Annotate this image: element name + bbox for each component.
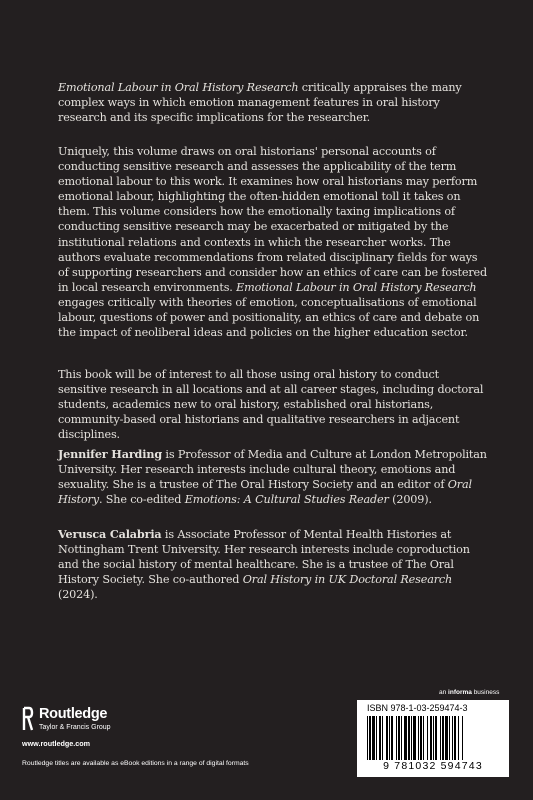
barcode-icon [367, 716, 499, 760]
ebook-note: Routledge titles are available as eBook editions in a range of digital formats [22, 760, 249, 767]
barcode-bar [452, 716, 453, 760]
routledge-r-icon [22, 704, 34, 734]
barcode-bar [369, 716, 371, 760]
blurb-paragraph-description [58, 144, 490, 340]
barcode-bar [433, 716, 434, 760]
barcode-bar [420, 716, 422, 760]
barcode-bar [430, 716, 432, 760]
barcode-bar [401, 716, 402, 760]
publisher-name: Routledge [39, 706, 108, 722]
book-title-italic: Emotional Labour in Oral History Research [58, 81, 299, 94]
bio-text: is Professor of Media and Culture at London Metropolitan University. Her research interests include cultural theory, emotions and sexuality. She is a trustee of The Oral History Society and an editor of [58, 448, 487, 492]
blurb-paragraph-audience [58, 367, 490, 442]
book-title: Emotions: A Cultural Studies Reader [184, 493, 389, 507]
barcode-bar [379, 716, 381, 760]
author-name: Jennifer Harding [58, 447, 162, 461]
barcode-digits: 9 781032 594743 [383, 760, 483, 772]
book-title: Oral History in UK Doctoral Research [242, 573, 453, 587]
informa-brand: informa [448, 689, 472, 696]
barcode-bar [386, 716, 388, 760]
barcode-bar [442, 716, 444, 760]
barcode-bar [367, 716, 368, 760]
audience-text: This book will be of interest to all those using oral history to conduct sensitive research in all locations and at all career stages, including doctoral students, academics new to oral history, established oral historians, community-based oral historians and qualitative researchers in adjacent disciplines. [58, 368, 484, 442]
informa-tagline [439, 689, 499, 696]
bio-text: (2009). [388, 493, 432, 507]
bio-text: is Associate Professor of Mental Health Histories at Nottingham Trent University. Her research interests include coproduction and the social history of mental healthcare. She is a trustee of The Oral History Society. She co-authored [58, 528, 470, 587]
barcode-bar [427, 716, 428, 760]
barcode-bar [382, 716, 383, 760]
author-bio-harding [58, 447, 490, 507]
intro-text: critically appraises the many complex ways in which emotion management features in oral history research and its specific implications for the researcher. [58, 81, 462, 125]
barcode-bar [449, 716, 450, 760]
barcode-panel [357, 700, 509, 777]
description-text-part1: Uniquely, this volume draws on oral historians' personal accounts of conducting sensitive research and assesses the applicability of the term emotional labour to this work. It examines how oral historians may perform emotional labour, highlighting the often-hidden emotional toll it takes on them. This volume considers how the emotionally taxing implications of conducting sensitive research may be exacerbated or mitigated by the institutional relations and contexts in which the researcher works. The authors evaluate recommendations from related disciplinary fields for ways of supporting researchers and consider how an ethics of care can be fostered in local research environments. [58, 145, 488, 294]
barcode-bar [435, 716, 437, 760]
isbn-label: ISBN 978-1-03-259474-3 [367, 703, 468, 713]
barcode-bar [454, 716, 456, 760]
barcode-bar [423, 716, 424, 760]
barcode-bar [440, 716, 441, 760]
publisher-logo [22, 704, 112, 738]
barcode-bar [398, 716, 400, 760]
book-title-italic: Emotional Labour in Oral History Research [236, 280, 477, 294]
barcode-bar [372, 716, 375, 760]
barcode-bar [413, 716, 416, 760]
bio-text: (2024). [58, 588, 98, 602]
barcode-bar [389, 716, 390, 760]
author-name: Verusca Calabria [58, 527, 162, 541]
barcode-bar [408, 716, 410, 760]
publisher-subtitle: Taylor & Francis Group [39, 724, 111, 731]
barcode-bar [458, 716, 459, 760]
informa-pre: an [439, 689, 449, 696]
barcode-bar [391, 716, 393, 760]
barcode-bar [418, 716, 419, 760]
blurb-paragraph-intro [58, 80, 490, 125]
barcode-bar [404, 716, 407, 760]
barcode-bar [396, 716, 397, 760]
description-text-part2: engages critically with theories of emotion, conceptualisations of emotional labour, questions of power and positionality, an ethics of care and debate on the impact of neoliberal ideas and policies on the higher education sector. [58, 295, 480, 340]
barcode-bar [445, 716, 448, 760]
author-bio-calabria [58, 527, 490, 602]
informa-post: business [471, 689, 500, 696]
bio-text: . She co-edited [98, 493, 185, 507]
barcode-bar [376, 716, 377, 760]
publisher-website: www.routledge.com [22, 739, 91, 748]
journal-title: Oral History [58, 478, 472, 507]
barcode-bar [462, 716, 463, 760]
barcode-bar [411, 716, 412, 760]
